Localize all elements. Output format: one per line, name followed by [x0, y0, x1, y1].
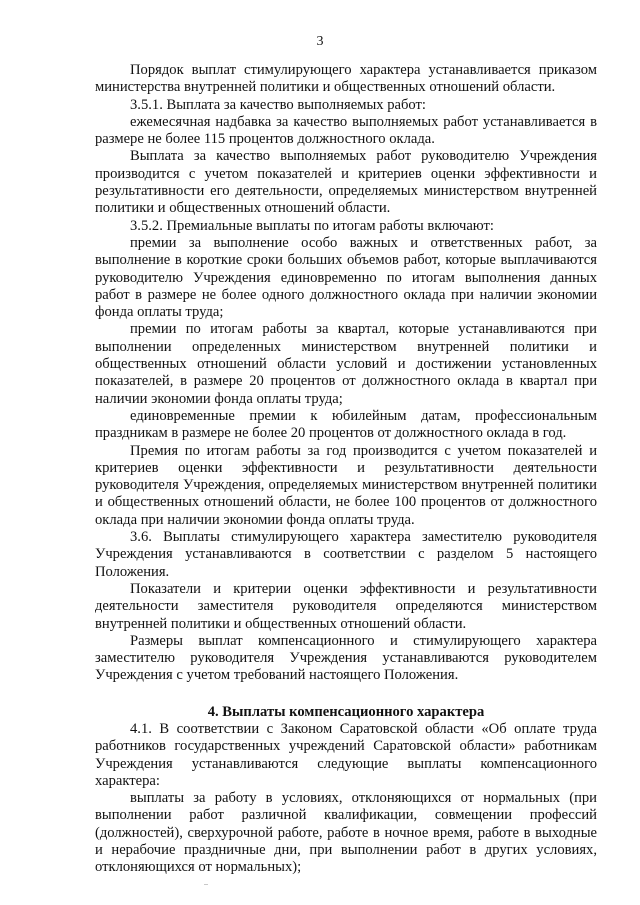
- scan-artifact: [204, 884, 208, 885]
- paragraph: Выплата за качество выполняемых работ руководителю Учреждения производится с учетом показателей и критериев оценки эффективности и результативности его деятельности, определяемых министерством внутренней политики и общественных отношений области.: [95, 148, 597, 217]
- paragraph: Размеры выплат компенсационного и стимулирующего характера заместителю руководителя Учреждения устанавливаются руководителем Учреждения с учетом требований настоящего Положения.: [95, 632, 597, 684]
- paragraph: Порядок выплат стимулирующего характера устанавливается приказом министерства внутренней политики и общественных отношений области.: [95, 62, 597, 96]
- paragraph: 3.5.2. Премиальные выплаты по итогам работы включают:: [130, 217, 494, 234]
- paragraph: 3.6. Выплаты стимулирующего характера заместителю руководителя Учреждения устанавливаются в соответствии с разделом 5 настоящего Положения.: [95, 529, 597, 580]
- paragraph: 3.5.1. Выплата за качество выполняемых работ:: [130, 96, 426, 113]
- paragraph: премии за выполнение особо важных и ответственных работ, за выполнение в короткие сроки больших объемов работ, которые выплачиваются руководителю Учреждения единовременно по итогам выполнения данных работ в размере не более одного должностного оклада при наличии экономии фонда оплаты труда;: [95, 234, 597, 321]
- document-body: [95, 62, 597, 877]
- paragraph: премии по итогам работы за квартал, которые устанавливаются при выполнении определенных министерством внутренней политики и общественных отношений области условий и достижении установленных показателей, в размере 20 процентов от должностного оклада в квартал при наличии экономии фонда оплаты труда;: [95, 321, 597, 407]
- paragraph: ежемесячная надбавка за качество выполняемых работ устанавливается в размере не более 115 процентов должностного оклада.: [95, 113, 597, 148]
- page-number: 3: [316, 34, 324, 49]
- paragraph: 4.1. В соответствии с Законом Саратовской области «Об оплате труда работников государственных учреждений Саратовской области» работникам Учреждения устанавливаются следующие выплаты компенсационного характера:: [95, 720, 597, 789]
- paragraph: Премия по итогам работы за год производится с учетом показателей и критериев оценки эффективности и результативности деятельности руководителя Учреждения, определяемых министерством внутренней политики и общественных отношений области, не более 100 процентов от должностного оклада при наличии экономии фонда оплаты труда.: [95, 442, 597, 528]
- section-heading: 4. Выплаты компенсационного характера: [207, 703, 485, 720]
- paragraph: единовременные премии к юбилейным датам, профессиональным праздникам в размере не более 20 процентов от должностного оклада в год.: [95, 407, 597, 442]
- paragraph: выплаты за работу в условиях, отклоняющихся от нормальных (при выполнении работ различной квалификации, совмещении профессий (должностей), сверхурочной работе, работе в ночное время, работе в выходные и нерабочие праздничные дни, при выполнении работ в других условиях, отклоняющихся от нормальных);: [95, 790, 597, 876]
- paragraph: Показатели и критерии оценки эффективности и результативности деятельности заместителя руководителя определяются министерством внутренней политики и общественных отношений области.: [95, 580, 597, 632]
